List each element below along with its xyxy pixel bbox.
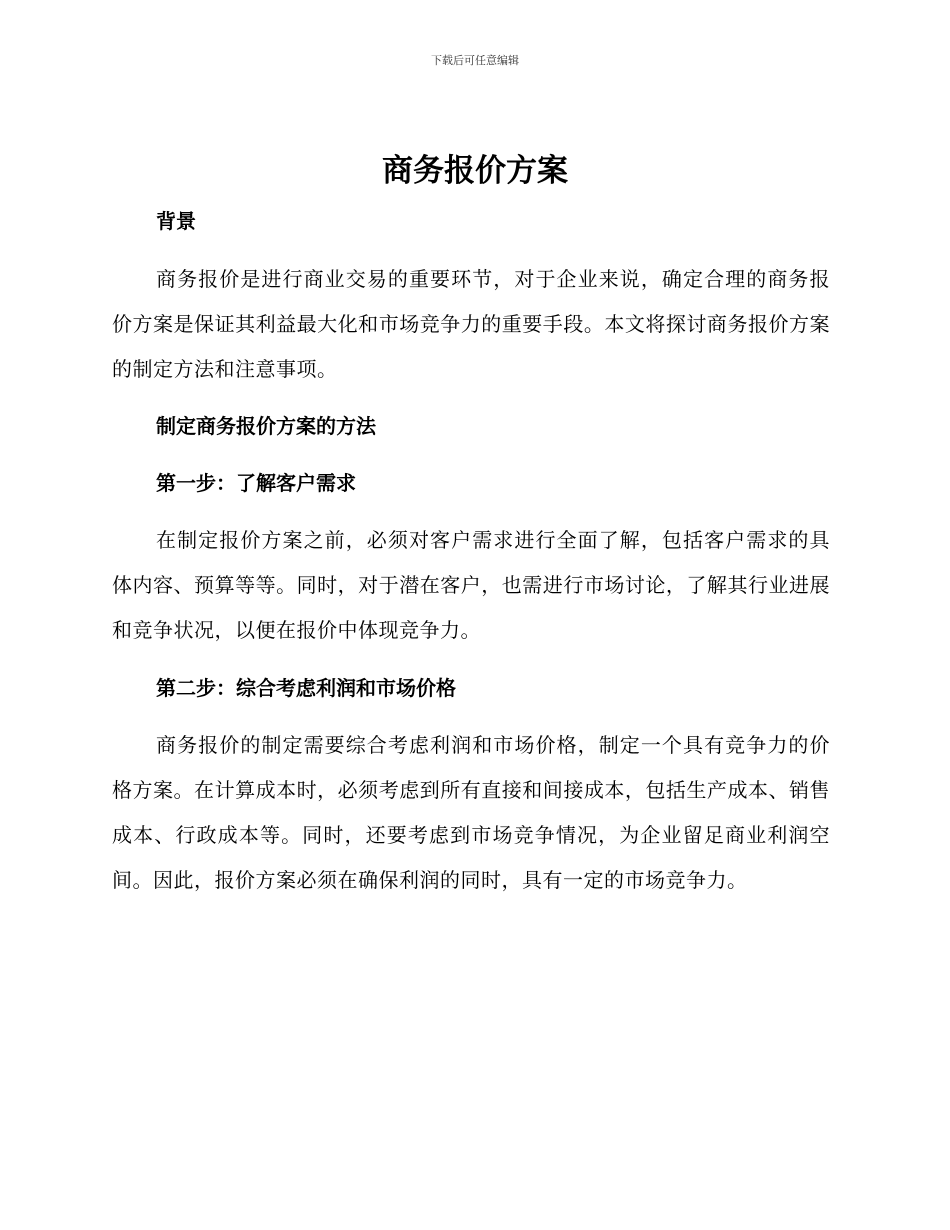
section-heading-step1: 第一步：了解客户需求 (156, 471, 356, 495)
section-heading-background: 背景 (156, 209, 196, 233)
header-note: 下载后可任意编辑 (431, 54, 519, 67)
document-title: 商务报价方案 (382, 153, 568, 189)
paragraph-step1: 在制定报价方案之前，必须对客户需求进行全面了解，包括客户需求的具体内容、预算等等。同时，对于潜在客户，也需进行市场讨论，了解其行业进展和竞争状况，以便在报价中体现竞争力。 (112, 528, 830, 642)
paragraph-step2: 商务报价的制定需要综合考虑利润和市场价格，制定一个具有竞争力的价格方案。在计算成本时，必须考虑到所有直接和间接成本，包括生产成本、销售成本、行政成本等。同时，还要考虑到市场竞争情况，为企业留足商业利润空间。因此，报价方案必须在确保利润的同时，具有一定的市场竞争力。 (112, 733, 830, 892)
paragraph-background: 商务报价是进行商业交易的重要环节，对于企业来说，确定合理的商务报价方案是保证其利益最大化和市场竞争力的重要手段。本文将探讨商务报价方案的制定方法和注意事项。 (112, 267, 830, 381)
section-heading-method: 制定商务报价方案的方法 (156, 414, 376, 438)
section-heading-step2: 第二步：综合考虑利润和市场价格 (156, 676, 456, 700)
